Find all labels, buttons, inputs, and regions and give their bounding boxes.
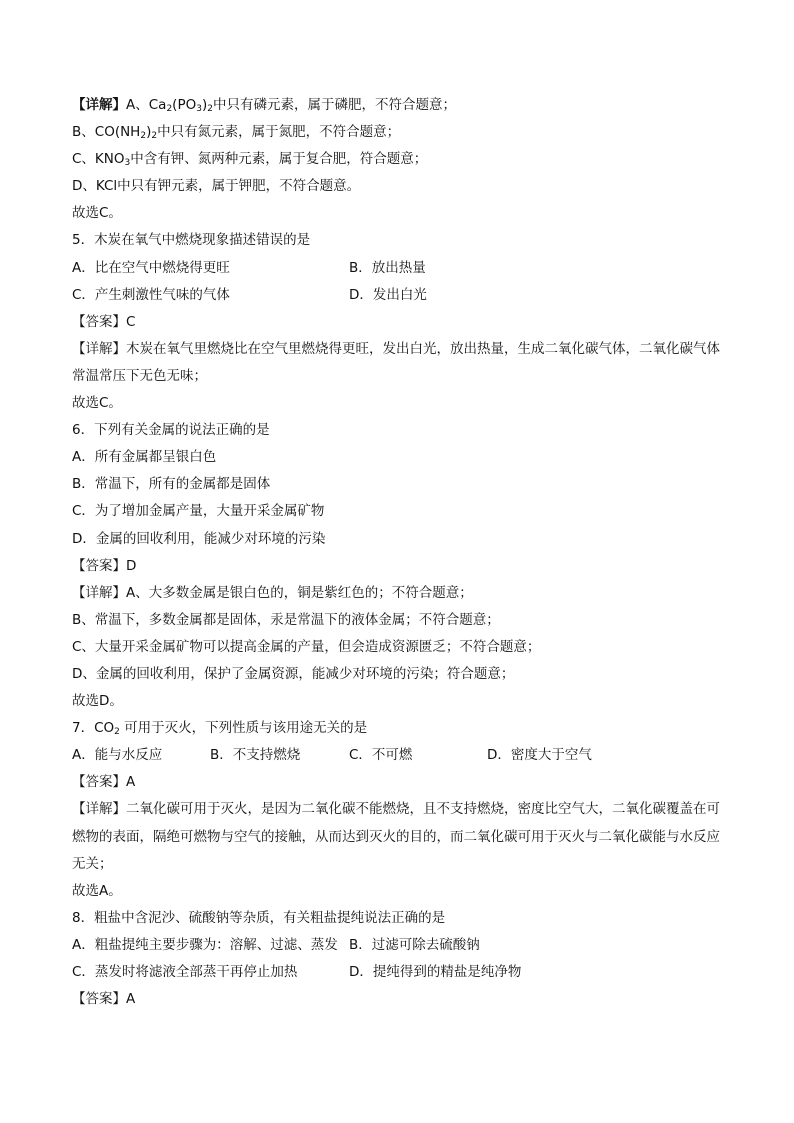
option-a: A．粗盐提纯主要步骤为：溶解、过滤、蒸发 <box>72 936 338 953</box>
selection-line: 故选A。 <box>72 882 122 899</box>
document-page <box>72 92 722 1013</box>
option-b: B．常温下，所有的金属都是固体 <box>72 476 271 493</box>
option-a: A．比在空气中燃烧得更旺 <box>72 259 230 276</box>
answer-line: 【答案】C <box>72 313 136 330</box>
option-b: B．不支持燃烧 <box>210 747 301 764</box>
question-8-options-row2 <box>72 959 722 986</box>
question-6-stem: 6．下列有关金属的说法正确的是 <box>72 422 270 439</box>
question-7-options <box>72 742 722 769</box>
option-c: C．为了增加金属产量，大量开采金属矿物 <box>72 503 325 520</box>
option-a: A．能与水反应 <box>72 747 163 764</box>
selection-line: 故选C。 <box>72 395 122 412</box>
explanation-line: 【详解】A、$Ca_2(PO_3)_2$中只有磷元素，属于磷肥，不符合题意； <box>72 97 456 114</box>
option-d: D．发出白光 <box>349 286 427 303</box>
explanation-paragraph: 【详解】二氧化碳可用于灭火，是因为二氧化碳不能燃烧，且不支持燃烧，密度比空气大，二氧化碳覆盖在可燃物的表面，隔绝可燃物与空气的接触，从而达到灭火的目的，而二氧化碳可用于灭火与二氧化碳能与水反应无关； <box>72 801 720 872</box>
option-b: B．放出热量 <box>349 259 426 276</box>
explanation-line: B、$CO(NH_2)_2$中只有氮元素，属于氮肥，不符合题意； <box>72 124 401 142</box>
option-c: C．蒸发时将滤液全部蒸干再停止加热 <box>72 964 298 980</box>
question-5-stem: 5．木炭在氧气中燃烧现象描述错误的是 <box>72 232 311 249</box>
question-7-stem: 7．$CO_2$ 可用于灭火，下列性质与该用途无关的是 <box>72 720 368 738</box>
explanation-line: C、大量开采金属矿物可以提高金属的产量，但会造成资源匮乏；不符合题意； <box>72 638 541 655</box>
explanation-paragraph: 【详解】木炭在氧气里燃烧比在空气里燃烧得更旺，发出白光，放出热量，生成二氧化碳气体，二氧化碳气体常温常压下无色无味； <box>72 340 720 384</box>
option-c: C．不可燃 <box>349 747 413 764</box>
explanation-line: D、KCl中只有钾元素，属于钾肥，不符合题意。 <box>72 178 361 195</box>
selection-line: 故选C。 <box>72 205 122 222</box>
option-d: D．密度大于空气 <box>487 747 592 764</box>
question-5-options-row1 <box>72 255 722 282</box>
option-a: A．所有金属都呈银白色 <box>72 449 217 466</box>
option-d: D．提纯得到的精盐是纯净物 <box>349 964 522 980</box>
explanation-label: 【详解】 <box>72 97 126 113</box>
question-8-options-row1 <box>72 932 722 959</box>
answer-line: 【答案】A <box>72 774 136 791</box>
answer-line: 【答案】A <box>72 991 136 1008</box>
explanation-label: 【详解】 <box>72 584 126 601</box>
selection-line: 故选D。 <box>72 693 123 710</box>
option-c: C．产生刺激性气味的气体 <box>72 286 230 303</box>
explanation-line: C、$KNO_3$中含有钾、氮两种元素，属于复合肥，符合题意； <box>72 151 428 169</box>
question-8-stem: 8．粗盐中含泥沙、硫酸钠等杂质，有关粗盐提纯说法正确的是 <box>72 909 446 926</box>
question-5-options-row2 <box>72 282 722 309</box>
explanation-label: 【详解】 <box>72 801 126 818</box>
explanation-line: 【详解】A、大多数金属是银白色的，铜是紫红色的；不符合题意； <box>72 584 473 601</box>
explanation-label: 【详解】 <box>72 340 126 357</box>
answer-line: 【答案】D <box>72 557 137 574</box>
option-d: D．金属的回收利用，能减少对环境的污染 <box>72 530 326 547</box>
explanation-line: B、常温下，多数金属都是固体，汞是常温下的液体金属；不符合题意； <box>72 611 500 628</box>
explanation-line: D、金属的回收利用，保护了金属资源，能减少对环境的污染；符合题意； <box>72 665 515 682</box>
option-b: B．过滤可除去硫酸钠 <box>349 936 480 953</box>
